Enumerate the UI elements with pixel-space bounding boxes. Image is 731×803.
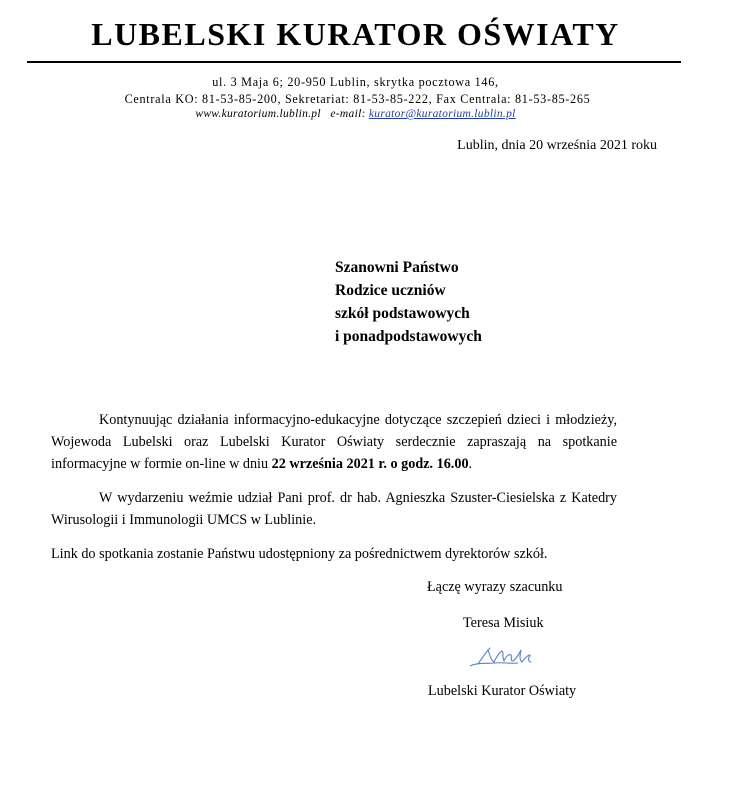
addressee-block	[335, 256, 482, 348]
letterhead-divider	[27, 61, 681, 63]
handwritten-signature	[464, 642, 544, 672]
paragraph-speaker: W wydarzeniu weźmie udział Pani prof. dr hab. Agnieszka Szuster-Ciesielska z Katedry Wirusologii i Immunologii UMCS w Lublinie.	[51, 490, 617, 528]
invitation-end: .	[468, 456, 473, 472]
signer-name: Teresa Misiuk	[463, 615, 544, 631]
website-link[interactable]: www.kuratorium.lublin.pl	[195, 108, 321, 120]
letter-date: Lublin, dnia 20 września 2021 roku	[457, 138, 657, 153]
letterhead-title: LUBELSKI KURATOR OŚWIATY	[91, 16, 620, 52]
invitation-text: Kontynuując działania informacyjno-edukacyjne dotyczące szczepień dzieci i młodzieży, Wojewoda Lubelski oraz Lubelski Kurator Oświaty serdecznie zapraszają na spotkanie informacyjne w formie on-line w dniu	[51, 412, 617, 472]
email-label: e-mail:	[330, 108, 366, 120]
addressee-line: szkół podstawowych	[335, 305, 470, 322]
closing-phrase: Łączę wyrazy szacunku	[427, 579, 563, 595]
letterhead-address: ul. 3 Maja 6; 20-950 Lublin, skrytka pocztowa 146,	[212, 75, 499, 89]
email-link[interactable]: kurator@kuratorium.lublin.pl	[368, 108, 516, 120]
meeting-date-time: 22 września 2021 r. o godz. 16.00	[271, 456, 469, 472]
addressee-line: Rodzice uczniów	[335, 282, 446, 299]
addressee-line: i ponadpodstawowych	[335, 328, 482, 345]
paragraph-link-info: Link do spotkania zostanie Państwu udostępniony za pośrednictwem dyrektorów szkół.	[51, 546, 548, 562]
signature-underline	[470, 663, 518, 666]
letterhead-web-line	[0, 108, 711, 120]
addressee-line: Szanowni Państwo	[335, 259, 459, 276]
paragraph-invitation	[51, 409, 617, 475]
signer-title: Lubelski Kurator Oświaty	[428, 683, 577, 699]
letterhead-phones: Centrala KO: 81-53-85-200, Sekretariat: 81-53-85-222, Fax Centrala: 81-53-85-265	[124, 92, 591, 106]
signature-stroke	[478, 648, 531, 664]
